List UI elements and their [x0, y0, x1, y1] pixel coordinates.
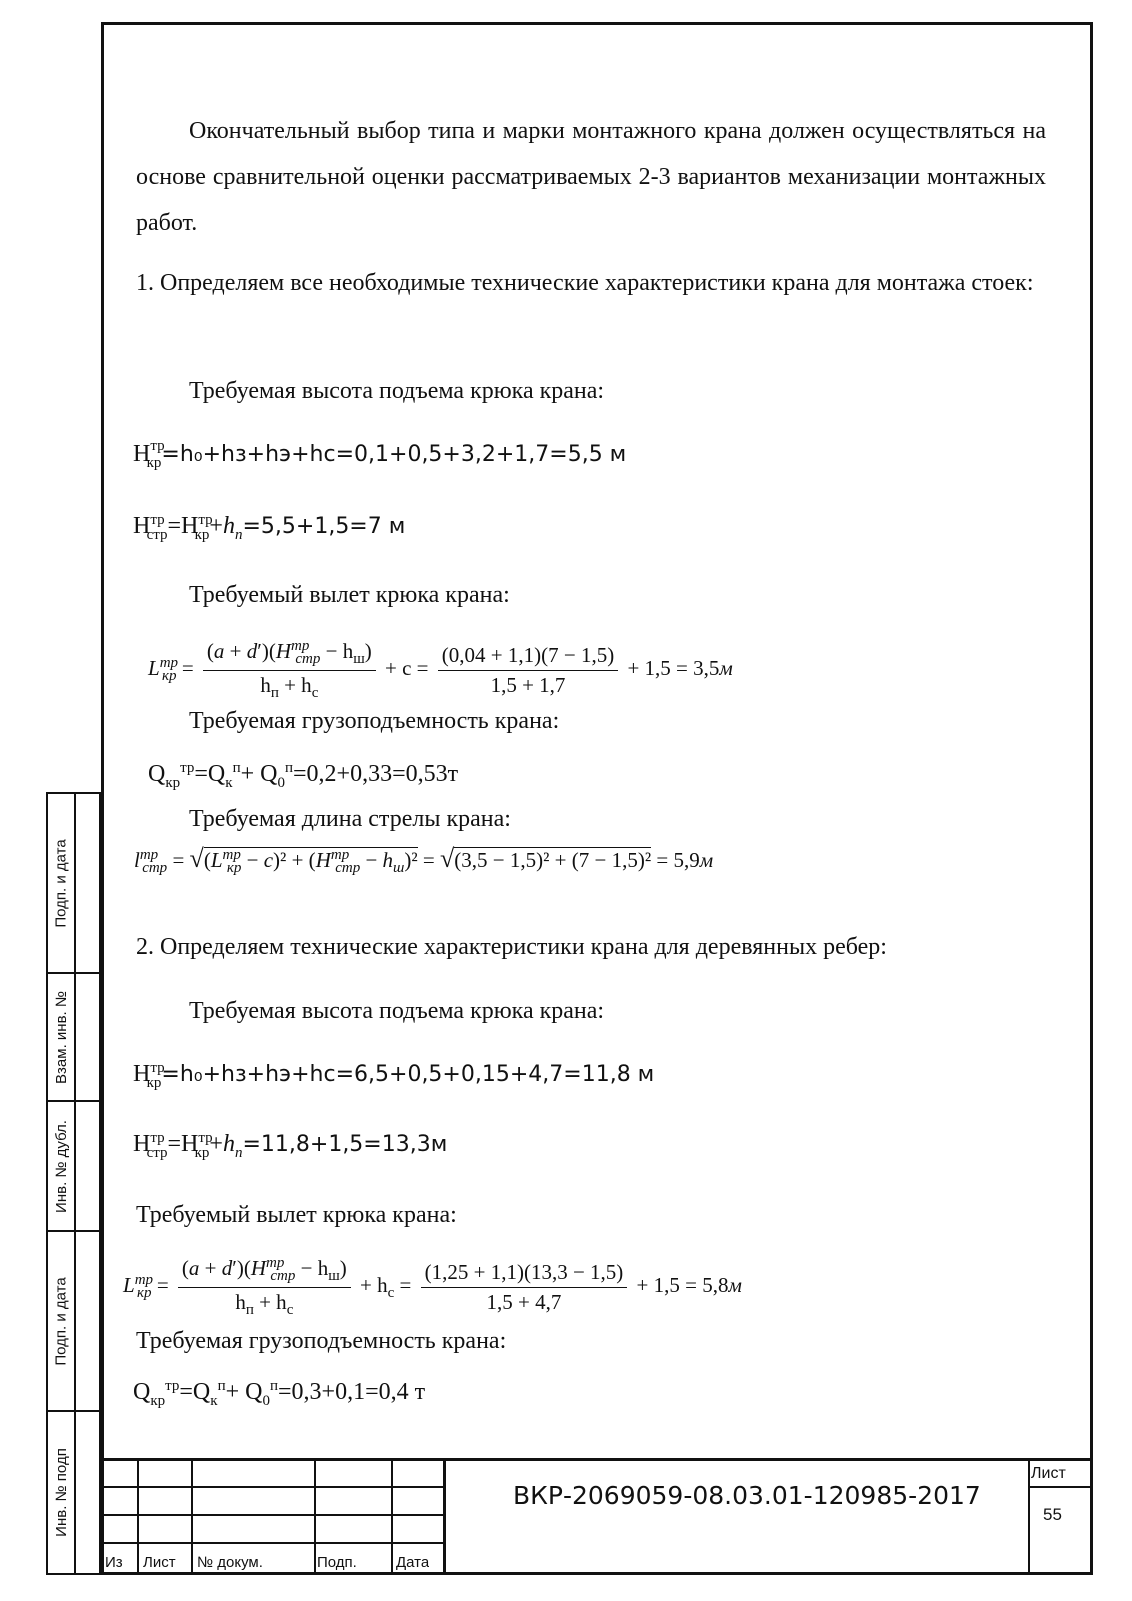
side-box-sign-date-2 — [46, 1230, 101, 1412]
section1-reach-den: 1,5 + 1,7 — [490, 672, 566, 697]
section1-eq-height-hook: $H^{тр}_{кр}=h_0+hз+hэ+hс=0,1+0,5+3,2+1,7=5,5$ м — [133, 438, 627, 471]
section1-eq-height-boom: $H^{тр}_{стр}=H^{тр}_{кр}+h_п=5,5+1,5=7$ м — [133, 512, 406, 543]
document-code: ВКР-2069059-08.03.01-120985-2017 — [513, 1481, 981, 1510]
section2-eq-load: $Q_{кр}^{тр}=Q_к^п+ Q_0^п=0,3+0,1=0,4$ т — [133, 1378, 426, 1409]
section1-eq-load: $Q_{кр}^{тр}=Q_к^п+ Q_0^п=0,2+0,33=0,53т$ — [148, 760, 459, 791]
section1-load-title: Требуемая грузоподъемность крана: — [189, 708, 560, 734]
side-label: Взам. инв. № — [52, 990, 70, 1084]
side-label: Подп. и дата — [52, 1276, 70, 1366]
intro-paragraph: Окончательный выбор типа и марки монтажного крана должен осуществляться на основе сравнительной оценки рассматриваемых 2-3 вариантов механизации монтажных работ. — [136, 118, 1046, 236]
section1-boom-values: (3,5 − 1,5)² + (7 − 1,5)² — [454, 848, 652, 872]
section1-reach-title: Требуемый вылет крюка крана: — [189, 582, 510, 608]
side-box-sign-date-1 — [46, 792, 101, 974]
section2-reach-title: Требуемый вылет крюка крана: — [136, 1202, 457, 1228]
section2-reach-result: + 1,5 = 5,8 — [636, 1273, 729, 1297]
col-label-change: Из — [105, 1554, 123, 1571]
section2-load-title: Требуемая грузоподъемность крана: — [136, 1328, 507, 1354]
side-box-dup-inv — [46, 1100, 101, 1232]
title-block — [101, 1458, 1093, 1575]
sheet-number: 55 — [1043, 1505, 1062, 1524]
col-label-sheet: Лист — [143, 1554, 176, 1571]
section2-height-title: Требуемая высота подъема крюка крана: — [189, 998, 605, 1024]
col-label-doc-number: № докум. — [197, 1554, 263, 1571]
side-box-orig-inv — [46, 1410, 101, 1575]
side-label: Инв. № дубл. — [52, 1119, 70, 1213]
col-label-date: Дата — [396, 1554, 430, 1571]
section1-height-title: Требуемая высота подъема крюка крана: — [189, 378, 605, 404]
section1-boom-result: = 5,9 — [656, 848, 700, 872]
section2-heading: 2. Определяем технические характеристики крана для деревянных ребер: — [136, 934, 887, 960]
section1-boom-formula: $l^{тр}_{стр} = √(L^{тр}_{кр} - c)^2 + (H^{тр}_{стр} - h_ш)^2 = √(3,5 - 1,5)^2 + (7 - 1,5)^2 = 5,9м$ — [134, 844, 714, 877]
side-label: Инв. № подп — [52, 1448, 70, 1537]
section2-reach-den: 1,5 + 4,7 — [486, 1289, 562, 1314]
sheet-label: Лист — [1031, 1465, 1066, 1482]
side-box-replace-inv — [46, 972, 101, 1102]
col-label-signature: Подп. — [317, 1554, 357, 1571]
section1-heading: 1. Определяем все необходимые технические характеристики крана для монтажа стоек: — [136, 270, 1034, 296]
section2-reach-num: (1,25 + 1,1)(13,3 − 1,5) — [421, 1260, 628, 1288]
section1-reach-num: (0,04 + 1,1)(7 − 1,5) — [438, 643, 618, 671]
section2-reach-formula: $L^{тр}_{кр}$ = $\frac{(a + d')(H^{тр}_{стр} - h_ш)}{h_п + h_с}$ + $h_с$ = $\frac{(1,25 + 1,1)(13,3 - 1,5)}{1,5 + 4,7}$ + 1,5 = 5,8м — [123, 1255, 742, 1319]
section2-eq-height-boom: $H^{тр}_{стр}=H^{тр}_{кр}+h_п=11,8+1,5=13,3м$ — [133, 1130, 448, 1161]
side-label: Подп. и дата — [52, 838, 70, 928]
section1-boom-title: Требуемая длина стрелы крана: — [189, 806, 511, 832]
section1-reach-result: + 1,5 = 3,5 — [627, 656, 720, 680]
section2-eq-height-hook: $H^{тр}_{кр}=h_0+hз+hэ+hс=6,5+0,5+0,15+4,7=11,8$ м — [133, 1060, 655, 1091]
section1-reach-formula: $L^{тр}_{кр}$ = $\frac{(a + d')(H^{тр}_{стр} - h_ш)}{h_п + h_с}$ + c = $\frac{(0,04 + 1,1)(7 - 1,5)}{1,5 + 1,7}$ + 1,5 = 3,5м — [148, 638, 733, 702]
